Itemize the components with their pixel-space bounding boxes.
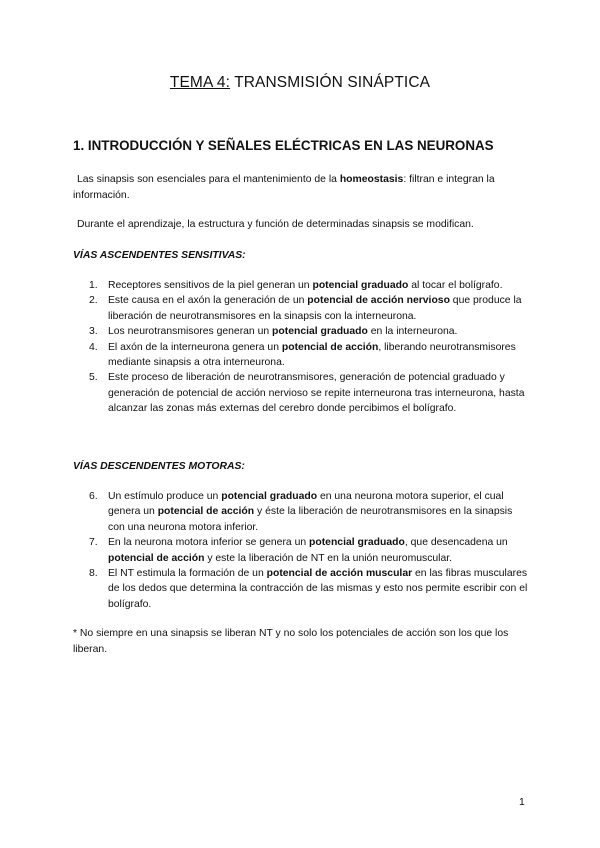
- list-item: 3. Los neurotransmisores generan un potencial graduado en la interneurona.: [89, 326, 458, 338]
- descending-list: [73, 489, 528, 612]
- list-item: 1. Receptores sensitivos de la piel generan un potencial graduado al tocar el bolígrafo.: [89, 280, 503, 291]
- intro-paragraph-1: Las sinapsis son esenciales para el mantenimiento de la homeostasis: filtran e integran la información.: [73, 174, 495, 201]
- page-title: [0, 74, 600, 92]
- list-item: 7. En la neurona motora inferior se genera un potencial graduado, que desencadena un potencial de acción y este la liberación de NT en la unión neuromuscular.: [89, 537, 508, 564]
- footnote: * No siempre en una sinapsis se liberan NT y no solo los potenciales de acción son los que los liberan.: [73, 628, 509, 655]
- descending-heading: VÍAS DESCENDENTES MOTORAS:: [73, 461, 245, 472]
- list-item: 5. Este proceso de liberación de neurotransmisores, generación de potencial graduado y generación de potencial de acción nervioso se repite interneurona tras interneurona, hasta alcanzar las zonas más externas del cerebro donde percibimos el bolígrafo.: [89, 372, 525, 415]
- list-item: 8. El NT estimula la formación de un potencial de acción muscular en las fibras musculares de los dedos que determina la contracción de las mismas y esto nos permite escribir con el bolígrafo.: [89, 568, 528, 610]
- ascending-heading: VÍAS ASCENDENTES SENSITIVAS:: [73, 250, 246, 261]
- intro-paragraph-2: Durante el aprendizaje, la estructura y función de determinadas sinapsis se modifican.: [77, 219, 474, 230]
- list-item: 4. El axón de la interneurona genera un potencial de acción, liberando neurotransmisores mediante sinapsis a otra interneurona.: [89, 341, 516, 369]
- title-prefix: TEMA 4:: [169, 74, 231, 91]
- ascending-list: [73, 278, 528, 417]
- page-number: 1: [519, 797, 525, 808]
- list-item: 2. Este causa en el axón la generación de un potencial de acción nervioso que produce la liberación de neurotransmisores en la sinapsis con la interneurona.: [89, 295, 522, 322]
- title-rest: TRANSMISIÓN SINÁPTICA: [230, 74, 431, 91]
- section-heading: 1. INTRODUCCIÓN Y SEÑALES ELÉCTRICAS EN LAS NEURONAS: [73, 138, 494, 153]
- list-item: 6. Un estímulo produce un potencial graduado en una neurona motora superior, el cual genera un potencial de acción y éste la liberación de neurotransmisores en la sinapsis con una neurona motora inferior.: [89, 491, 513, 533]
